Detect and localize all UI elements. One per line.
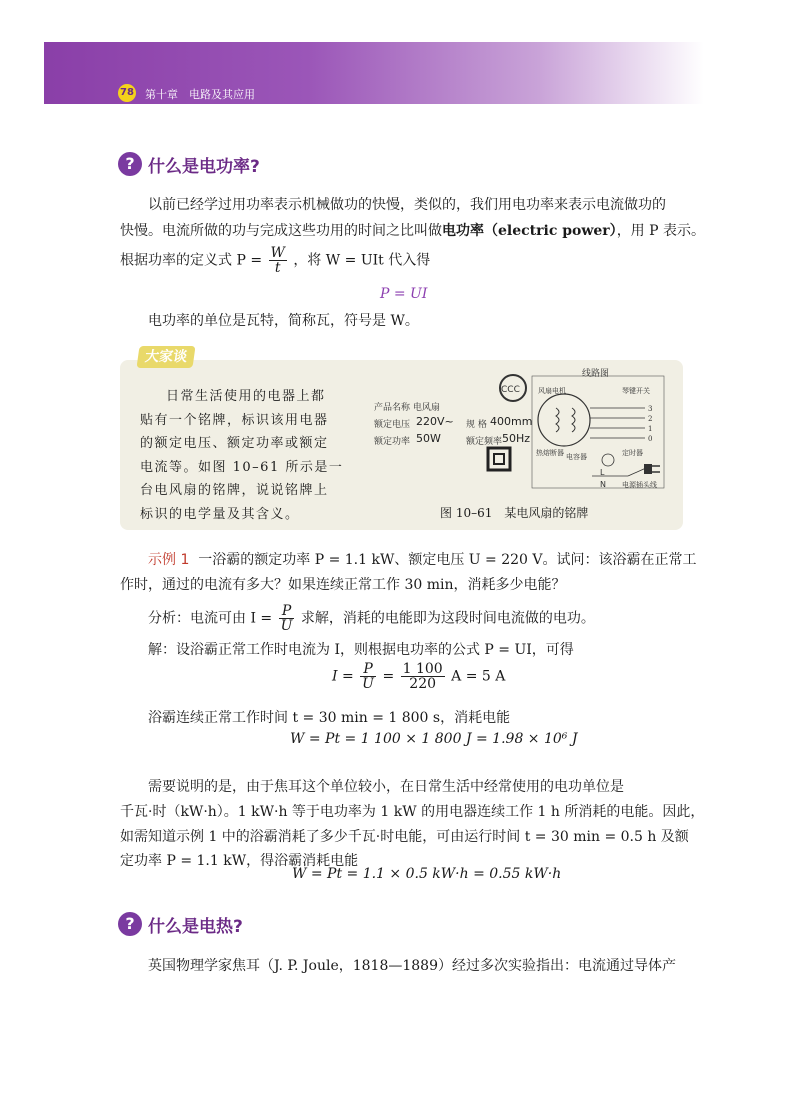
discuss-line: 日常生活使用的电器上都 <box>166 389 326 404</box>
para3-line2: 千瓦·时（kW·h）。1 kW·h 等于电功率为 1 kW 的用电器连续工作 1 h 所消耗的电能。因此， <box>120 804 705 820</box>
fan-nameplate-figure <box>360 370 670 500</box>
np-spec-label: 规 格 <box>466 420 487 430</box>
time-line: 浴霸连续正常工作时间 t = 30 min = 1 800 s，消耗电能 <box>148 710 511 726</box>
svg-text:2: 2 <box>648 415 653 423</box>
section-title-power: 什么是电功率? <box>148 157 260 177</box>
frac-num: 1 100 <box>402 661 443 677</box>
analysis-label: 分析： <box>148 610 190 627</box>
fraction-P-over-U <box>279 604 295 633</box>
para1-line2-b: ，用 P 表示。 <box>616 223 706 239</box>
para3-line4: 定功率 P = 1.1 kW，得浴霸消耗电能 <box>120 853 359 869</box>
header-band <box>44 42 704 104</box>
np-voltage-label: 额定电压 <box>374 420 411 430</box>
eq1-equals: = <box>382 668 395 685</box>
np-product-name: 产品名称 电风扇 <box>374 403 440 413</box>
section-title-heat: 什么是电热? <box>148 917 243 937</box>
np-L: L <box>600 468 605 477</box>
analysis-a: 电流可由 I = <box>190 610 273 627</box>
np-capacitor-label: 电容器 <box>566 453 587 461</box>
np-fuse-label: 热熔断器 <box>536 449 564 457</box>
discuss-line: 的额定电压、额定功率或额定 <box>140 436 329 451</box>
discuss-line: 贴有一个铭牌，标识该用电器 <box>140 412 329 428</box>
svg-text:3: 3 <box>648 405 653 413</box>
motor-icon <box>538 394 590 446</box>
formula-P-UI: P = UI <box>380 286 428 302</box>
np-power-label: 额定功率 <box>374 437 411 447</box>
frac-num: P <box>360 662 376 677</box>
np-motor-label: 风扇电机 <box>538 387 566 395</box>
double-insulation-icon <box>488 448 510 470</box>
timer-icon <box>602 454 614 466</box>
example-label: 示例 1 <box>148 552 190 568</box>
para1-line3-b: ，将 W = UIt 代入得 <box>293 252 431 269</box>
chapter-title: 第十章 电路及其应用 <box>145 88 255 101</box>
equation-energy-kWh: W = Pt = 1.1 × 0.5 kW·h = 0.55 kW·h <box>292 866 562 882</box>
svg-text:0: 0 <box>648 435 653 443</box>
question-icon: ? <box>118 152 142 176</box>
frac-num: W <box>270 245 285 261</box>
example-q-line2: 作时，通过的电流有多大？如果连续正常工作 30 min，消耗多少电能？ <box>120 577 566 593</box>
discuss-line: 电流等。如图 10–61 所示是一 <box>140 459 344 475</box>
solution-line <box>148 638 574 662</box>
frac-den: 220 <box>409 676 437 692</box>
np-freq-label: 额定频率 <box>466 437 503 447</box>
solution-label: 解： <box>148 642 176 658</box>
term-electric-power: 电功率（electric power） <box>442 223 617 239</box>
analysis-line <box>148 604 595 633</box>
np-power: 50W <box>416 432 441 445</box>
eq1-frac2 <box>401 662 445 691</box>
figure-caption: 图 10–61 某电风扇的铭牌 <box>440 506 589 520</box>
equation-current <box>332 662 505 691</box>
frac-den: t <box>274 260 281 276</box>
eq1-a: I = <box>332 668 354 685</box>
question-icon: ? <box>118 912 142 936</box>
solution-text: 设浴霸正常工作时电流为 I，则根据电功率的公式 P = UI，可得 <box>176 642 574 658</box>
np-timer-label: 定时器 <box>622 449 643 457</box>
equation-energy-J: W = Pt = 1 100 × 1 800 J = 1.98 × 10⁶ J <box>290 731 578 747</box>
discuss-tag: 大家谈 <box>136 346 195 368</box>
np-circuit-title: 线路图 <box>582 369 610 379</box>
np-spec: 400mm <box>490 415 533 428</box>
example-q-line1 <box>148 548 697 572</box>
np-freq: 50Hz <box>502 432 531 445</box>
ccc-text: CCC <box>501 385 520 395</box>
svg-text:1: 1 <box>648 425 653 433</box>
frac-den: U <box>362 676 374 692</box>
para1-line1: 以前已经学过用功率表示机械做功的快慢，类似的，我们用电功率来表示电流做功的 <box>148 197 666 213</box>
para1-line3 <box>120 246 430 275</box>
example-q1-text: 一浴霸的额定功率 P = 1.1 kW、额定电压 U = 220 V。试问：该浴霸在正常工 <box>198 552 697 568</box>
analysis-b: 求解，消耗的电能即为这段时间电流做的电功。 <box>300 610 595 627</box>
np-N: N <box>600 480 606 489</box>
para1-line3-a: 根据功率的定义式 P = <box>120 252 263 269</box>
para3-line3: 如需知道示例 1 中的浴霸消耗了多少千瓦·时电能，可由运行时间 t = 30 min = 0.5 h 及额 <box>120 829 689 845</box>
para2: 电功率的单位是瓦特，简称瓦，符号是 W。 <box>148 313 419 329</box>
fraction-W-over-t <box>269 246 287 275</box>
discuss-text <box>140 385 345 526</box>
page-number: 78 <box>118 84 136 102</box>
para1-line2-a: 快慢。电流所做的功与完成这些功用的时间之比叫做 <box>120 223 442 239</box>
np-voltage: 220V~ <box>416 415 454 428</box>
np-switch-label: 琴键开关 <box>622 387 650 395</box>
np-plug-label: 电源插头线 <box>622 481 657 489</box>
frac-den: U <box>280 618 293 634</box>
para3-line1: 需要说明的是，由于焦耳这个单位较小，在日常生活中经常使用的电功单位是 <box>148 779 624 795</box>
discuss-line: 标识的电学量及其含义。 <box>140 506 300 522</box>
plug-icon <box>644 464 652 474</box>
eq1-b: A = 5 A <box>451 668 506 685</box>
eq1-frac1 <box>360 662 376 691</box>
discuss-line: 台电风扇的铭牌，说说铭牌上 <box>140 483 329 498</box>
para1-line2 <box>120 219 705 243</box>
section2-line1: 英国物理学家焦耳（J. P. Joule，1818—1889）经过多次实验指出：电流通过导体产 <box>148 958 676 974</box>
frac-num: P <box>279 604 295 619</box>
